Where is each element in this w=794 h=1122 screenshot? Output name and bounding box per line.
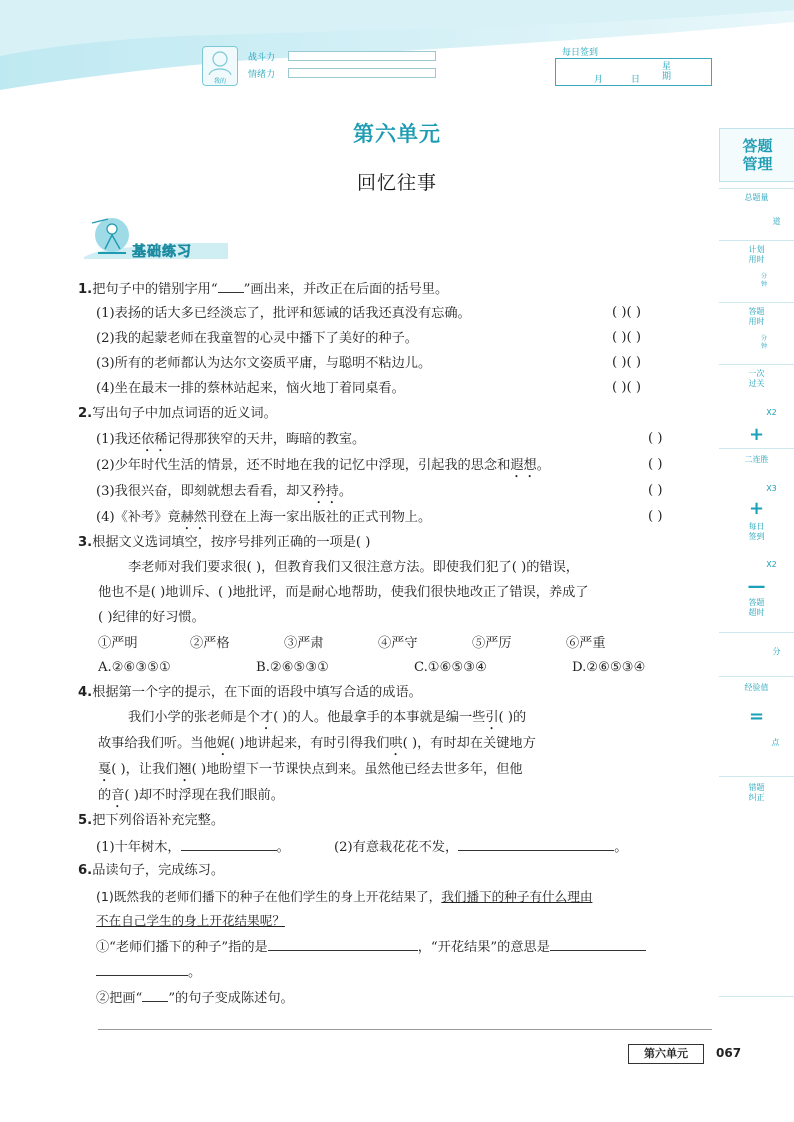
q2-item-4	[96, 509, 431, 533]
answer-management-sidebar	[719, 128, 794, 1008]
lesson-title: 回忆往事	[356, 172, 437, 194]
q2-answer-4[interactable]: ( )	[648, 509, 663, 524]
underline-sample	[218, 280, 244, 293]
sign-title: 每日签到	[562, 48, 599, 58]
q1-item-1: (1)表扬的话大多已经淡忘了，批评和惩诫的话我还真没有忘确。	[96, 306, 471, 321]
multiplier-x2-b: X2	[766, 560, 777, 569]
q5-prompt-text: 把下列俗语补充完整。	[92, 813, 225, 828]
avatar-icon	[203, 47, 237, 75]
q4-1-c: ( )的	[498, 710, 527, 725]
q2-2-a: (2)少年时代生活的情景，还不时地在我的记忆中浮现，引起我的思念和	[96, 458, 511, 473]
q2-answer-1[interactable]: ( )	[648, 431, 663, 446]
daily-label-1: 每日	[748, 522, 765, 531]
q4-2-c: ( )，有时却在关键地方	[402, 736, 536, 751]
q6-prompt-text: 品读句子，完成练习。	[92, 863, 225, 878]
total-unit: 道	[772, 217, 781, 226]
multiplier-x3: X3	[766, 484, 777, 493]
sidebar-overtime	[719, 598, 794, 628]
plan-label-1: 计划	[748, 245, 765, 254]
section-badge	[78, 213, 228, 263]
q5-2-end: 。	[614, 840, 628, 855]
sidebar-daily-sign	[719, 516, 794, 556]
q1-item-4: (4)坐在最末一排的蔡林站起来，恼火地丁着同桌看。	[96, 381, 405, 396]
sign-box	[555, 58, 712, 86]
q6-sub1-blank-3[interactable]	[96, 963, 188, 976]
q2-1-dotted: 依稀	[141, 432, 168, 447]
page-number: 067	[716, 1046, 742, 1060]
daily-label-2: 签到	[748, 532, 765, 541]
q5-number: 5.	[78, 813, 93, 828]
q3-option-5: ⑤严厉	[472, 636, 512, 651]
q3-para-3: ( )纪律的好习惯。	[98, 610, 205, 625]
sidebar-bottom-rule	[719, 996, 794, 1007]
q5-item-1	[96, 838, 290, 857]
q6-sentence-1	[96, 888, 592, 906]
underline-sample-2	[142, 989, 168, 1002]
overtime-label-2: 超时	[748, 608, 765, 617]
q6-sub1-b: ，“开花结果”的意思是	[417, 940, 550, 955]
q6-sent-c-underlined: 不在自己学生的身上开花结果呢？	[96, 913, 285, 928]
q2-answer-2[interactable]: ( )	[648, 457, 663, 472]
q4-2-a: 故事给我们听。当他	[98, 736, 217, 751]
once-label-2: 过关	[748, 379, 765, 388]
q6-sub-1-cont	[96, 963, 201, 982]
q6-sent-a: (1)既然我的老师们播下的种子在他们学生的身上开花结果了，	[96, 889, 442, 904]
q1-answer-1[interactable]: ( )( )	[612, 305, 641, 320]
q2-number: 2.	[78, 406, 93, 421]
q3-option-4: ④严守	[378, 636, 418, 651]
q5-item-2	[334, 838, 627, 857]
q4-line-3	[98, 761, 523, 785]
q5-1-text: (1)十年树木，	[96, 840, 181, 855]
q6-sub1-a: ①“老师们播下的种子”指的是	[96, 940, 268, 955]
sidebar-exp	[719, 676, 794, 697]
q1-prompt-b: ”画出来，并改正在后面的括号里。	[243, 282, 449, 297]
sidebar-error-correction	[719, 776, 794, 813]
q6-prompt	[78, 862, 224, 880]
q2-2-b: 。	[536, 458, 550, 473]
q6-sub2-a: ②把画“	[96, 991, 143, 1006]
q3-choice-a[interactable]: A.②⑥③⑤①	[98, 660, 171, 675]
plus-sign-2: +	[748, 498, 765, 519]
avatar-caption: 我的	[213, 78, 226, 85]
exp-unit: 点	[771, 738, 780, 747]
q2-prompt-text: 写出句子中加点词语的近义词。	[92, 406, 277, 421]
q2-2-dotted: 遐想	[510, 458, 537, 473]
sign-day: 日	[631, 75, 641, 85]
equals-sign: =	[748, 706, 765, 727]
sign-month: 月	[594, 75, 604, 85]
q1-prompt	[78, 280, 448, 299]
sidebar-once-pass	[719, 364, 794, 401]
q4-3-a: ( )，让我们	[111, 762, 179, 777]
sidebar-title-2: 管理	[742, 155, 773, 173]
q4-line-1	[128, 709, 526, 733]
fight-bar	[288, 51, 436, 61]
q4-4-a: 的	[98, 788, 112, 803]
q2-4-a: (4)《补考》竟	[96, 510, 181, 525]
fight-label: 战斗力	[248, 53, 276, 63]
q3-para-2: 他也不是( )地训斥、( )地批评，而是耐心地帮助，使我们很快地改正了错误，养成了	[98, 585, 589, 600]
q6-sentence-2	[96, 912, 285, 930]
q4-3-hint-2: 翘	[178, 762, 192, 777]
q3-choice-c[interactable]: C.①⑥⑤③④	[414, 660, 487, 675]
ans-label-2: 用时	[748, 317, 765, 326]
q4-1-hint-2: 引	[485, 710, 499, 725]
minus-sign: —	[747, 576, 766, 597]
q2-3-b: 。	[338, 484, 353, 499]
q4-prompt-text: 根据第一个字的提示，在下面的语段中填写合适的成语。	[92, 685, 422, 700]
q4-4-b: ( )却不时浮现在我们眼前。	[124, 788, 284, 803]
q4-2-hint-2: 哄	[389, 736, 403, 751]
q3-option-1: ①严明	[98, 636, 138, 651]
q6-sub-2	[96, 989, 294, 1008]
overtime-label-1: 答题	[748, 598, 765, 607]
q2-4-b: 刊登在上海一家出版社的正式刊物上。	[207, 510, 432, 525]
q1-item-2: (2)我的起蒙老师在我童智的心灵中播下了美好的种子。	[96, 331, 418, 346]
q3-number: 3.	[78, 535, 93, 550]
sidebar-points	[719, 632, 794, 673]
q4-3-b: ( )地盼望下一节课快点到来。虽然他已经去世多年，但他	[191, 762, 523, 777]
q2-item-1	[96, 431, 365, 455]
two-wins-label: 二连胜	[744, 455, 769, 464]
plan-unit: 分钟	[760, 273, 767, 288]
sidebar-header	[719, 128, 794, 182]
error-label-2: 纠正	[748, 793, 765, 802]
q6-sub-1	[96, 938, 646, 957]
unit-title: 第六单元	[353, 122, 441, 146]
q5-2-blank[interactable]	[458, 838, 614, 851]
q5-1-end: 。	[276, 840, 290, 855]
q3-para-1: 李老师对我们要求很( )，但教育我们又很注意方法。即使我们犯了( )的错误，	[128, 560, 579, 575]
sidebar-plan-time	[719, 240, 794, 301]
q4-2-hint: 娓	[216, 736, 230, 751]
q2-item-2	[96, 457, 550, 481]
footer-unit: 第六单元	[628, 1044, 704, 1064]
q5-2-text: (2)有意栽花花不发，	[334, 840, 459, 855]
q4-4-hint: 音	[111, 788, 125, 803]
q1-number: 1.	[78, 282, 93, 297]
q2-1-b: 记得那狭窄的天井，晦暗的教室。	[167, 432, 366, 447]
q4-3-hint: 戛	[98, 762, 112, 777]
q3-prompt	[78, 534, 370, 552]
q2-3-dotted: 矜持	[312, 484, 339, 499]
sidebar-title-1: 答题	[742, 137, 773, 155]
q1-answer-4[interactable]: ( )( )	[612, 380, 641, 395]
q6-sub1-end: 。	[188, 965, 202, 980]
q3-prompt-text: 根据文义选词填空，按序号排列正确的一项是( )	[92, 535, 371, 550]
q5-prompt	[78, 812, 224, 830]
q6-sub1-blank-1[interactable]	[268, 938, 418, 951]
q1-prompt-a: 把句子中的错别字用“	[92, 282, 218, 297]
q1-answer-3[interactable]: ( )( )	[612, 355, 641, 370]
q2-prompt	[78, 405, 277, 423]
q5-1-blank[interactable]	[181, 838, 277, 851]
q3-option-6: ⑥严重	[566, 636, 606, 651]
emotion-bar	[288, 68, 436, 78]
plus-sign-1: +	[748, 424, 765, 445]
q6-number: 6.	[78, 863, 93, 878]
q1-item-3: (3)所有的老师都认为达尔文姿质平庸，与聪明不粘边儿。	[96, 356, 432, 371]
q2-item-3	[96, 483, 352, 507]
q2-3-a: (3)我很兴奋，即刻就想去看看，却又	[96, 484, 313, 499]
exp-label: 经验值	[744, 683, 769, 692]
q4-2-b: ( )地讲起来，有时引得我们	[229, 736, 390, 751]
q4-1-a: 我们小学的张老师是个	[128, 710, 260, 725]
q3-choice-b[interactable]: B.②⑥⑤③①	[256, 660, 329, 675]
sidebar-total	[719, 188, 794, 239]
sidebar-answer-time	[719, 302, 794, 363]
error-label-1: 错题	[748, 783, 765, 792]
q4-1-b: ( )的人。他最拿手的本事就是编一些	[273, 710, 486, 725]
q3-choice-d[interactable]: D.②⑥⑤③④	[572, 660, 646, 675]
q2-4-dotted: 赫然	[180, 510, 207, 525]
multiplier-x2-a: X2	[766, 408, 777, 417]
q4-1-hint: 才	[259, 710, 274, 725]
sign-week: 星期	[662, 62, 672, 82]
once-label-1: 一次	[748, 369, 765, 378]
q2-1-a: (1)我还	[96, 432, 142, 447]
q4-number: 4.	[78, 685, 93, 700]
q3-option-2: ②严格	[190, 636, 230, 651]
total-label: 总题量	[744, 193, 769, 202]
q1-answer-2[interactable]: ( )( )	[612, 330, 641, 345]
avatar	[202, 46, 238, 86]
q6-sub2-b: ”的句子变成陈述句。	[168, 991, 294, 1006]
ans-unit: 分钟	[760, 335, 767, 350]
ans-label-1: 答题	[748, 307, 765, 316]
q6-sent-b-underlined: 我们播下的种子有什么理由	[441, 889, 593, 904]
q4-line-4	[98, 787, 284, 811]
q4-prompt	[78, 684, 422, 702]
q2-answer-3[interactable]: ( )	[648, 483, 663, 498]
plan-label-2: 用时	[748, 255, 765, 264]
answer-line[interactable]	[98, 1029, 712, 1030]
q4-line-2	[98, 735, 536, 759]
q6-sub1-blank-2[interactable]	[550, 938, 646, 951]
points-unit: 分	[772, 647, 781, 656]
emotion-label: 情绪力	[248, 70, 276, 80]
sidebar-two-wins	[719, 448, 794, 479]
q3-option-3: ③严肃	[284, 636, 324, 651]
section-label: 基础练习	[132, 244, 192, 260]
